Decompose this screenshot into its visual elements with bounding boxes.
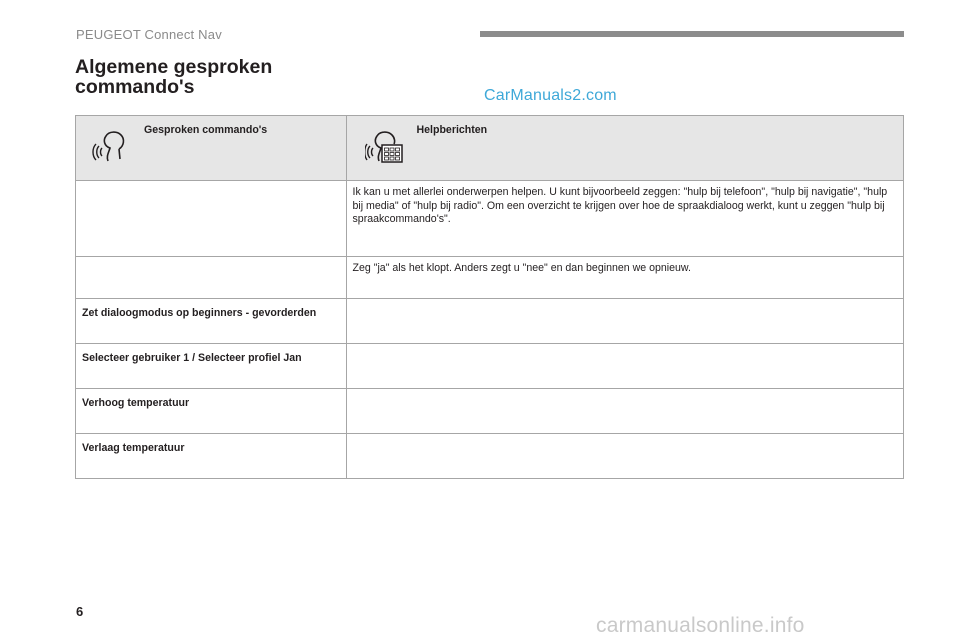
table-row (76, 257, 904, 299)
help-text: Zeg "ja" als het klopt. Anders zegt u "nee" en dan beginnen we opnieuw. (352, 262, 691, 274)
command-cell (76, 257, 347, 299)
watermark-bottom: carmanualsonline.info (596, 614, 805, 637)
voice-help-keypad-icon (365, 127, 403, 163)
help-cell (346, 257, 904, 299)
table-row (76, 299, 904, 344)
table-row (76, 389, 904, 434)
help-cell (346, 389, 904, 434)
command-cell: Verlaag temperatuur (76, 434, 347, 479)
page-title-line-2: commando's (75, 76, 195, 98)
command-cell: Verhoog temperatuur (76, 389, 347, 434)
page-number: 6 (76, 604, 84, 619)
page-title-line-1: Algemene gesproken (75, 56, 273, 78)
header-help-label: Helpberichten (416, 124, 488, 136)
command-cell: Zet dialoogmodus op beginners - gevorderden (76, 299, 347, 344)
voice-command-icon (92, 127, 130, 163)
command-cell: Selecteer gebruiker 1 / Selecteer profiel Jan (76, 344, 347, 389)
help-cell (346, 434, 904, 479)
table-row (76, 434, 904, 479)
table-row (76, 181, 904, 257)
help-text: Ik kan u met allerlei onderwerpen helpen. U kunt bijvoorbeeld zeggen: "hulp bij telefoon", "hulp bij navigatie", "hulp bij media" of "hulp bij radio". Om een overzicht te krijgen over hoe de spraakdialoog werkt, kunt u zeggen "hulp bij spraakcommando's". (352, 186, 888, 225)
header-cell-commands (76, 116, 347, 181)
header-bar (480, 31, 904, 37)
header-cell-help (346, 116, 904, 181)
command-cell (76, 181, 347, 257)
help-cell (346, 344, 904, 389)
help-cell (346, 181, 904, 257)
table-row (76, 344, 904, 389)
watermark-top: CarManuals2.com (484, 87, 617, 104)
section-header-title: PEUGEOT Connect Nav (76, 27, 222, 42)
header-commands-label: Gesproken commando's (144, 124, 268, 136)
table-header-row (76, 116, 904, 181)
help-cell (346, 299, 904, 344)
page-title (75, 57, 335, 97)
voice-commands-table (75, 115, 904, 479)
